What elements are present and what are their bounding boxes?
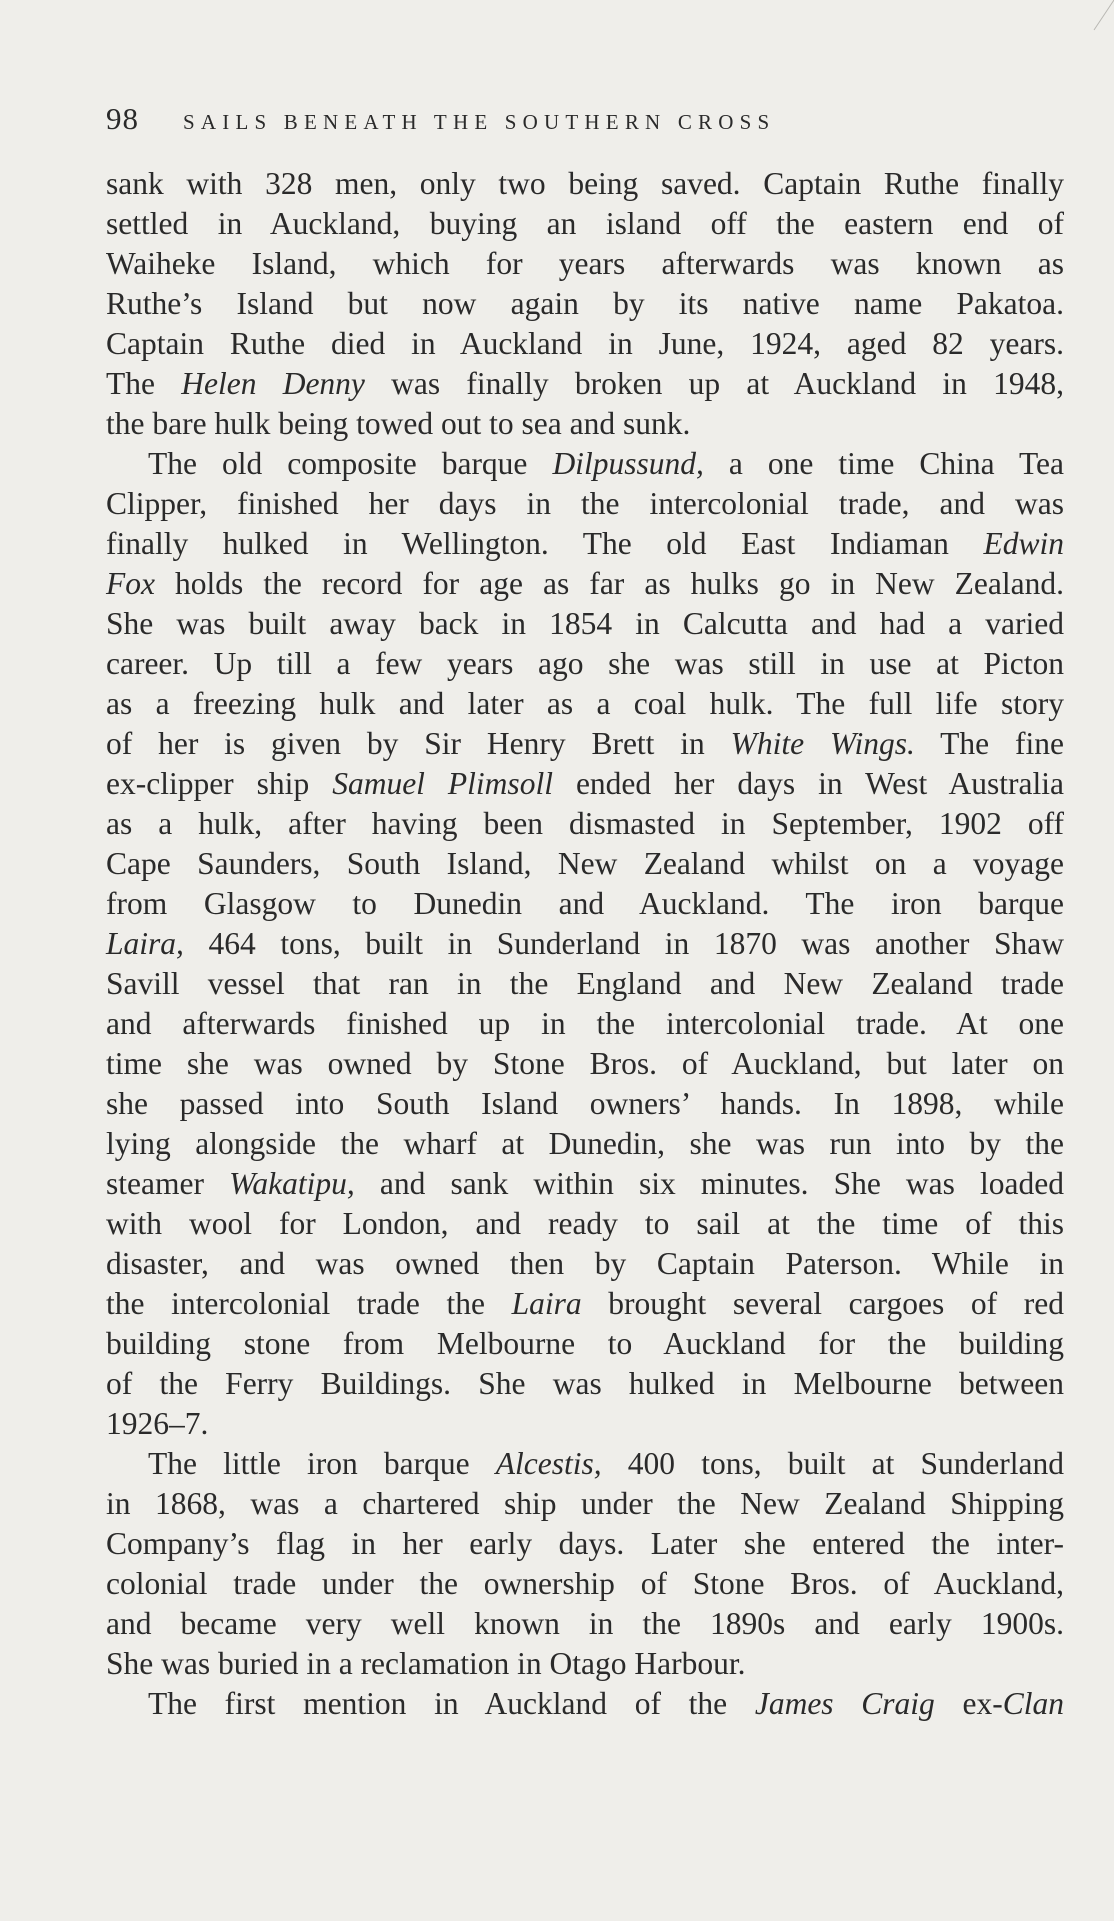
text-line (106, 524, 1064, 564)
text-line (106, 1124, 1064, 1164)
text-segment: a one time China Tea (703, 446, 1064, 481)
text-line (106, 1444, 1064, 1484)
text-line (106, 1044, 1064, 1084)
text-segment: and became very well known in the 1890s and early 1900s. (106, 1606, 1064, 1641)
text-line (106, 564, 1064, 604)
text-segment: Captain Ruthe died in Auckland in June, 1924, aged 82 years. (106, 326, 1064, 361)
text-segment: she passed into South Island owners’ hands. In 1898, while (106, 1086, 1064, 1121)
text-line (106, 1244, 1064, 1284)
text-segment: of her is given by Sir Henry Brett in (106, 726, 731, 761)
text-segment: 464 tons, built in Sunderland in 1870 was another Shaw (183, 926, 1064, 961)
text-segment: Clipper, finished her days in the intercolonial trade, and was (106, 486, 1064, 521)
text-segment: time she was owned by Stone Bros. of Auckland, but later on (106, 1046, 1064, 1081)
text-segment: Ruthe’s Island but now again by its native name Pakatoa. (106, 286, 1064, 321)
text-segment: from Glasgow to Dunedin and Auckland. The iron barque (106, 886, 1064, 921)
body-text (106, 164, 1064, 1724)
italic-text: Wakatipu, (229, 1166, 355, 1201)
text-line (106, 1564, 1064, 1604)
text-segment: ended her days in West Australia (552, 766, 1064, 801)
text-line (106, 1604, 1064, 1644)
text-line (106, 604, 1064, 644)
text-line (106, 884, 1064, 924)
text-line (106, 364, 1064, 404)
text-segment: The first mention in Auckland of the (148, 1686, 755, 1721)
text-segment: disaster, and was owned then by Captain Paterson. While in (106, 1246, 1064, 1281)
text-segment: Savill vessel that ran in the England and New Zealand trade (106, 966, 1064, 1001)
italic-text: Alcestis, (495, 1446, 602, 1481)
text-line (106, 1204, 1064, 1244)
text-segment: 1926–7. (106, 1406, 209, 1441)
text-line (106, 284, 1064, 324)
text-segment: building stone from Melbourne to Auckland for the building (106, 1326, 1064, 1361)
text-line (106, 1524, 1064, 1564)
text-line (106, 924, 1064, 964)
page-corner-mark (1054, 0, 1114, 60)
text-segment: career. Up till a few years ago she was still in use at Picton (106, 646, 1064, 681)
text-segment: brought several cargoes of red (581, 1286, 1064, 1321)
text-line (106, 164, 1064, 204)
text-line (106, 1644, 1064, 1684)
italic-text: Edwin (983, 526, 1064, 561)
italic-text: James Craig (754, 1686, 935, 1721)
text-line (106, 244, 1064, 284)
italic-text: Laira (511, 1286, 582, 1321)
text-segment: settled in Auckland, buying an island off the eastern end of (106, 206, 1064, 241)
text-line (106, 1484, 1064, 1524)
text-line (106, 1084, 1064, 1124)
text-segment: Cape Saunders, South Island, New Zealand whilst on a voyage (106, 846, 1064, 881)
text-segment: The little iron barque (148, 1446, 496, 1481)
text-segment: ex-clipper ship (106, 766, 333, 801)
text-line (106, 964, 1064, 1004)
text-line (106, 764, 1064, 804)
italic-text: Fox (106, 566, 155, 601)
text-segment: The (106, 366, 182, 401)
text-line (106, 804, 1064, 844)
text-line (106, 324, 1064, 364)
text-line (106, 1684, 1064, 1724)
italic-text: Clan (1002, 1686, 1064, 1721)
text-line (106, 1324, 1064, 1364)
text-line (106, 484, 1064, 524)
text-segment: 400 tons, built at Sunderland (601, 1446, 1065, 1481)
text-line (106, 1364, 1064, 1404)
text-segment: lying alongside the wharf at Dunedin, she was run into by the (106, 1126, 1064, 1161)
italic-text: Samuel Plimsoll (332, 766, 553, 801)
text-segment: Waiheke Island, which for years afterwards was known as (106, 246, 1064, 281)
text-segment: sank with 328 men, only two being saved. Captain Ruthe finally (106, 166, 1064, 201)
italic-text: Dilpussund, (552, 446, 704, 481)
text-line (106, 404, 1064, 444)
italic-text: Helen Denny (181, 366, 365, 401)
text-line (106, 444, 1064, 484)
text-segment: the bare hulk being towed out to sea and sunk. (106, 406, 691, 441)
text-segment: finally hulked in Wellington. The old East Indiaman (106, 526, 984, 561)
text-line (106, 644, 1064, 684)
text-segment: as a hulk, after having been dismasted in September, 1902 off (106, 806, 1064, 841)
text-segment: colonial trade under the ownership of Stone Bros. of Auckland, (106, 1566, 1064, 1601)
text-segment: as a freezing hulk and later as a coal hulk. The full life story (106, 686, 1064, 721)
text-segment: She was buried in a reclamation in Otago Harbour. (106, 1646, 746, 1681)
text-segment: ex- (934, 1686, 1003, 1721)
text-line (106, 1284, 1064, 1324)
text-segment: in 1868, was a chartered ship under the New Zealand Shipping (106, 1486, 1064, 1521)
text-line (106, 844, 1064, 884)
text-segment: and afterwards finished up in the intercolonial trade. At one (106, 1006, 1064, 1041)
text-segment: She was built away back in 1854 in Calcutta and had a varied (106, 606, 1064, 641)
italic-text: White Wings. (730, 726, 915, 761)
text-line (106, 684, 1064, 724)
text-line (106, 1164, 1064, 1204)
running-header (106, 101, 1016, 141)
text-segment: Company’s flag in her early days. Later she entered the inter- (106, 1526, 1064, 1561)
text-segment: with wool for London, and ready to sail at the time of this (106, 1206, 1064, 1241)
text-segment: steamer (106, 1166, 230, 1201)
text-line (106, 724, 1064, 764)
text-segment: was finally broken up at Auckland in 1948, (364, 366, 1064, 401)
text-segment: of the Ferry Buildings. She was hulked in Melbourne between (106, 1366, 1064, 1401)
text-line (106, 1004, 1064, 1044)
text-line (106, 1404, 1064, 1444)
text-segment: holds the record for age as far as hulks go in New Zealand. (154, 566, 1064, 601)
running-title: SAILS BENEATH THE SOUTHERN CROSS (183, 110, 776, 134)
text-segment: the intercolonial trade the (106, 1286, 512, 1321)
text-segment: and sank within six minutes. She was loaded (354, 1166, 1064, 1201)
text-segment: The old composite barque (148, 446, 553, 481)
page-number: 98 (106, 101, 139, 136)
italic-text: Laira, (106, 926, 184, 961)
text-line (106, 204, 1064, 244)
text-segment: The fine (914, 726, 1064, 761)
